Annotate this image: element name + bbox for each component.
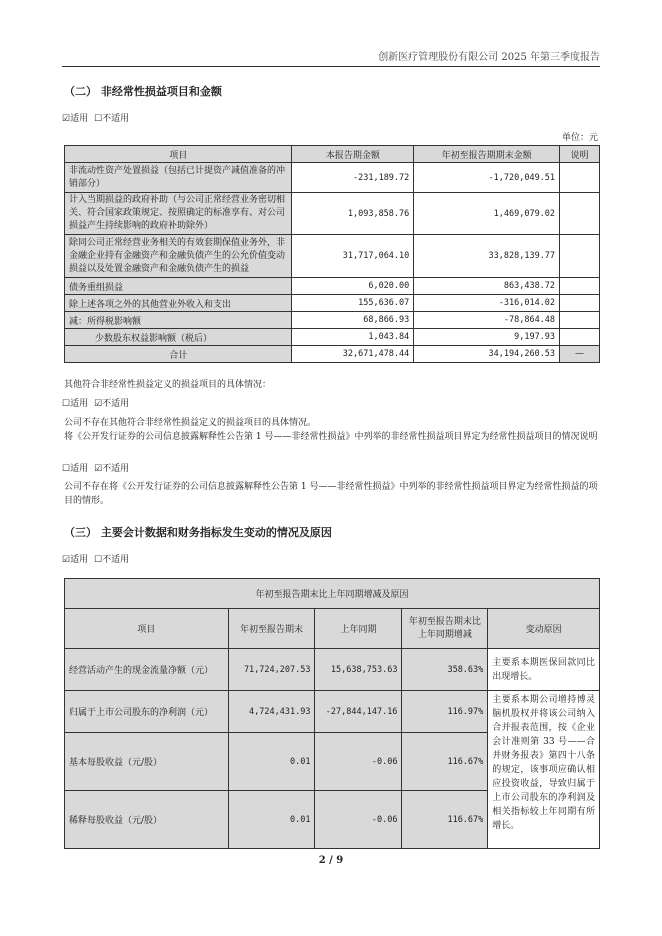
not-applicable-checkbox: ☐ bbox=[94, 555, 103, 565]
row-note bbox=[560, 163, 600, 193]
applicable-label: 适用 bbox=[70, 114, 89, 124]
reclass-text: 公司不存在将《公开发行证券的公司信息披露解释性公告第 1 号——非经常性损益》中列举的非经常性损益项目界定为经常性损益的项目的情形。 bbox=[64, 482, 598, 506]
row-current: 155,636.07 bbox=[292, 295, 414, 312]
row-current: 6,020.00 bbox=[292, 278, 414, 295]
row-ytd: -1,720,049.51 bbox=[414, 163, 560, 193]
not-applicable-checkbox: ☑ bbox=[94, 464, 103, 474]
row-ytd: 1,469,079.02 bbox=[414, 193, 560, 235]
row-note bbox=[560, 278, 600, 295]
header-rule bbox=[62, 66, 600, 67]
applicable-checkbox: ☐ bbox=[62, 399, 71, 409]
not-applicable-label: 不适用 bbox=[102, 464, 130, 474]
row-note bbox=[560, 193, 600, 235]
not-applicable-label: 不适用 bbox=[102, 114, 130, 124]
col-header-ytd: 年初至报告期末 bbox=[228, 609, 315, 649]
section3-applicability bbox=[62, 553, 129, 567]
row-change: 358.63% bbox=[402, 649, 488, 691]
non-recurring-table bbox=[64, 145, 600, 363]
row-current: 1,093,858.76 bbox=[292, 193, 414, 235]
row-ytd: 4,724,431.93 bbox=[228, 691, 315, 733]
section2-applicability-2 bbox=[62, 397, 129, 411]
row-prior: -0.06 bbox=[315, 733, 402, 791]
unit-label: 单位：元 bbox=[561, 133, 598, 143]
col-header-change: 年初至报告期末比上年同期增减 bbox=[402, 609, 488, 649]
section3-heading: （三） 主要会计数据和财务指标发生变动的情况及原因 bbox=[64, 526, 332, 539]
table-row bbox=[65, 278, 600, 295]
row-reason: 主要系本期医保回款同比出现增长。 bbox=[488, 649, 600, 691]
row-item: 计入当期损益的政府补助（与公司正常经营业务密切相关、符合国家政策规定、按照确定的标准享有、对公司损益产生持续影响的政府补助除外） bbox=[65, 193, 292, 235]
row-ytd: 9,197.93 bbox=[414, 329, 560, 346]
table-row bbox=[65, 235, 600, 278]
col-header-item: 项目 bbox=[65, 609, 229, 649]
row-current: 32,671,478.44 bbox=[292, 346, 414, 363]
row-note bbox=[560, 235, 600, 278]
row-item: 非流动性资产处置损益（包括已计提资产减值准备的冲销部分） bbox=[65, 163, 292, 193]
applicable-label: 适用 bbox=[70, 464, 89, 474]
row-change: 116.67% bbox=[402, 733, 488, 791]
section2-applicability bbox=[62, 112, 129, 126]
col-header-reason: 变动原因 bbox=[488, 609, 600, 649]
other-definition-text: 公司不存在其他符合非经常性损益定义的损益项目的具体情况。 bbox=[64, 418, 317, 428]
col-header-ytd: 年初至报告期期末金额 bbox=[414, 146, 560, 163]
table-row bbox=[65, 691, 600, 733]
row-current: 68,866.93 bbox=[292, 312, 414, 329]
table-header-row bbox=[65, 609, 600, 649]
row-item: 除同公司正常经营业务相关的有效套期保值业务外，非金融企业持有金融资产和金融负债产生的公允价值变动损益以及处置金融资产和金融负债产生的损益 bbox=[65, 235, 292, 278]
row-item: 合计 bbox=[65, 346, 292, 363]
row-note bbox=[560, 295, 600, 312]
row-item: 归属于上市公司股东的净利润（元） bbox=[65, 691, 229, 733]
row-item: 基本每股收益（元/股） bbox=[65, 733, 229, 791]
report-header: 创新医疗管理股份有限公司 2025 年第三季度报告 bbox=[378, 52, 600, 63]
row-prior: -27,844,147.16 bbox=[315, 691, 402, 733]
row-prior: 15,638,753.63 bbox=[315, 649, 402, 691]
col-header-note: 说明 bbox=[560, 146, 600, 163]
row-current: 31,717,064.10 bbox=[292, 235, 414, 278]
row-ytd: 863,438.72 bbox=[414, 278, 560, 295]
applicable-label: 适用 bbox=[70, 555, 89, 565]
row-prior: -0.06 bbox=[315, 791, 402, 849]
col-header-prior: 上年同期 bbox=[315, 609, 402, 649]
not-applicable-checkbox: ☑ bbox=[94, 399, 103, 409]
col-header-current: 本报告期金额 bbox=[292, 146, 414, 163]
row-ytd: 71,724,207.53 bbox=[228, 649, 315, 691]
other-definition-label: 其他符合非经常性损益定义的损益项目的具体情况： bbox=[64, 380, 272, 390]
row-item: 少数股东权益影响额（税后） bbox=[65, 329, 292, 346]
applicable-label: 适用 bbox=[70, 399, 89, 409]
not-applicable-label: 不适用 bbox=[102, 399, 130, 409]
row-item: 稀释每股收益（元/股） bbox=[65, 791, 229, 849]
page-number: 2 / 9 bbox=[318, 855, 344, 866]
row-change: 116.97% bbox=[402, 691, 488, 733]
row-note: — bbox=[560, 346, 600, 363]
row-ytd: 33,828,139.77 bbox=[414, 235, 560, 278]
row-ytd: 0.01 bbox=[228, 733, 315, 791]
row-item: 经营活动产生的现金流量净额（元） bbox=[65, 649, 229, 691]
table-header-row bbox=[65, 146, 600, 163]
section2-applicability-3 bbox=[62, 462, 129, 476]
row-ytd: -316,014.02 bbox=[414, 295, 560, 312]
col-header-item: 项目 bbox=[65, 146, 292, 163]
row-ytd: -78,864.48 bbox=[414, 312, 560, 329]
table-caption-row bbox=[65, 579, 600, 609]
financial-indicators-table bbox=[64, 578, 600, 849]
not-applicable-checkbox: ☐ bbox=[94, 114, 103, 124]
row-ytd: 34,194,260.53 bbox=[414, 346, 560, 363]
table-row bbox=[65, 312, 600, 329]
row-ytd: 0.01 bbox=[228, 791, 315, 849]
section2-heading: （二） 非经常性损益项目和金额 bbox=[64, 85, 222, 98]
row-change: 116.67% bbox=[402, 791, 488, 849]
not-applicable-label: 不适用 bbox=[102, 555, 130, 565]
reclass-label: 将《公开发行证券的公司信息披露解释性公告第 1 号——非经常性损益》中列举的非经常性损益项目界定为经常性损益项目的情况说明 bbox=[64, 432, 598, 442]
table-row bbox=[65, 193, 600, 235]
table-row bbox=[65, 163, 600, 193]
row-reason-merged: 主要系本期公司增持博灵脑机股权并将该公司纳入合并报表范围，按《企业会计准则第 33 号——合并财务报表》第四十八条的规定，该事项应确认相应投资收益，导致归属于上市公司股东的净利润及相关指标较上年同期有所增长。 bbox=[488, 691, 600, 849]
table-row bbox=[65, 295, 600, 312]
table-row bbox=[65, 329, 600, 346]
row-current: 1,043.84 bbox=[292, 329, 414, 346]
row-item: 债务重组损益 bbox=[65, 278, 292, 295]
row-current: -231,189.72 bbox=[292, 163, 414, 193]
table-caption: 年初至报告期末比上年同期增减及原因 bbox=[65, 579, 600, 609]
row-note bbox=[560, 329, 600, 346]
applicable-checkbox: ☑ bbox=[62, 555, 71, 565]
applicable-checkbox: ☑ bbox=[62, 114, 71, 124]
row-note bbox=[560, 312, 600, 329]
applicable-checkbox: ☐ bbox=[62, 464, 71, 474]
table-total-row bbox=[65, 346, 600, 363]
row-item: 减：所得税影响额 bbox=[65, 312, 292, 329]
table-row bbox=[65, 649, 600, 691]
row-item: 除上述各项之外的其他营业外收入和支出 bbox=[65, 295, 292, 312]
